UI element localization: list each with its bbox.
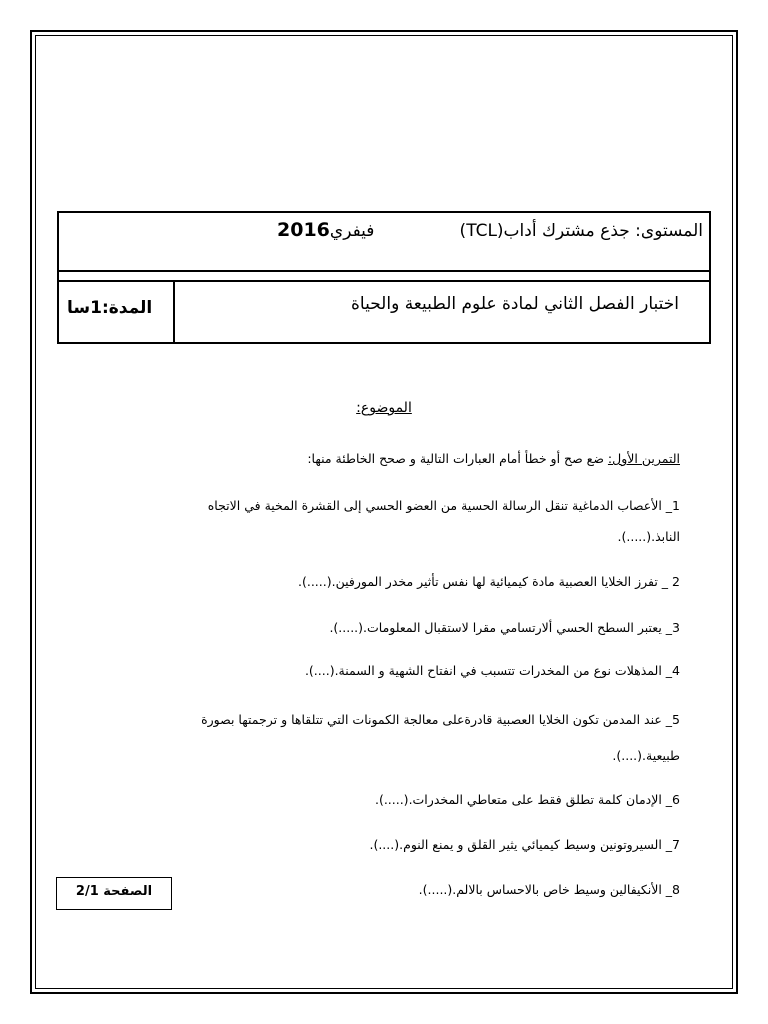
exercise-title-label: التمرين الأول:	[607, 451, 680, 466]
duration-label: المدة:1سا	[67, 298, 153, 318]
statement-8: 8_ الأنكيفالين وسيط خاص بالاحساس بالالم.(.....).	[418, 882, 680, 897]
statement-5-line-1: 5_ عند المدمن تكون الخلايا العصبية قادرةعلى معالجة الكمونات التي تتلقاها و ترجمتها بصورة	[201, 712, 680, 727]
statement-3: 3_ يعتبر السطح الحسي ألارتسامي مقرا لاستقبال المعلومات.(.....).	[329, 620, 680, 635]
exercise-instruction: ضع صح أو خطأ أمام العبارات التالية و صحح الخاطئة منها:	[307, 451, 608, 466]
statement-1-line-2: النابذ.(.....).	[617, 529, 680, 544]
exam-header	[57, 211, 711, 344]
header-title-row	[59, 280, 709, 342]
header-info-row	[59, 213, 709, 272]
statement-4: 4_ المذهلات نوع من المخدرات تتسبب في انفتاح الشهية و السمنة.(....).	[304, 663, 680, 678]
exam-date	[277, 219, 374, 241]
statement-7: 7_ السيروتونين وسيط كيميائي يثير القلق و يمنع النوم.(....).	[369, 837, 680, 852]
page-number-box	[56, 877, 172, 910]
exam-month: فيفري	[329, 221, 375, 241]
exam-year: 2016	[277, 219, 330, 241]
page-number: الصفحة 2/1	[75, 884, 153, 899]
statement-5-line-2: طبيعية.(....).	[612, 748, 680, 763]
exam-title: اختبار الفصل الثاني لمادة علوم الطبيعة والحياة	[350, 294, 679, 314]
duration-cell	[59, 282, 175, 342]
level-label: المستوى: جذع مشترك أداب(TCL)	[459, 221, 703, 241]
exercise-title	[307, 451, 680, 466]
subject-heading: الموضوع:	[356, 400, 412, 416]
statement-6: 6_ الإدمان كلمة تطلق فقط على متعاطي المخدرات.(.....).	[374, 792, 680, 807]
statement-2: 2 _ تفرز الخلايا العصبية مادة كيميائية لها نفس تأثير مخدر المورفين.(.....).	[298, 574, 680, 589]
statement-1-line-1: 1_ الأعصاب الدماغية تنقل الرسالة الحسية من العضو الحسي إلى القشرة المخية في الاتجاه	[207, 498, 680, 513]
